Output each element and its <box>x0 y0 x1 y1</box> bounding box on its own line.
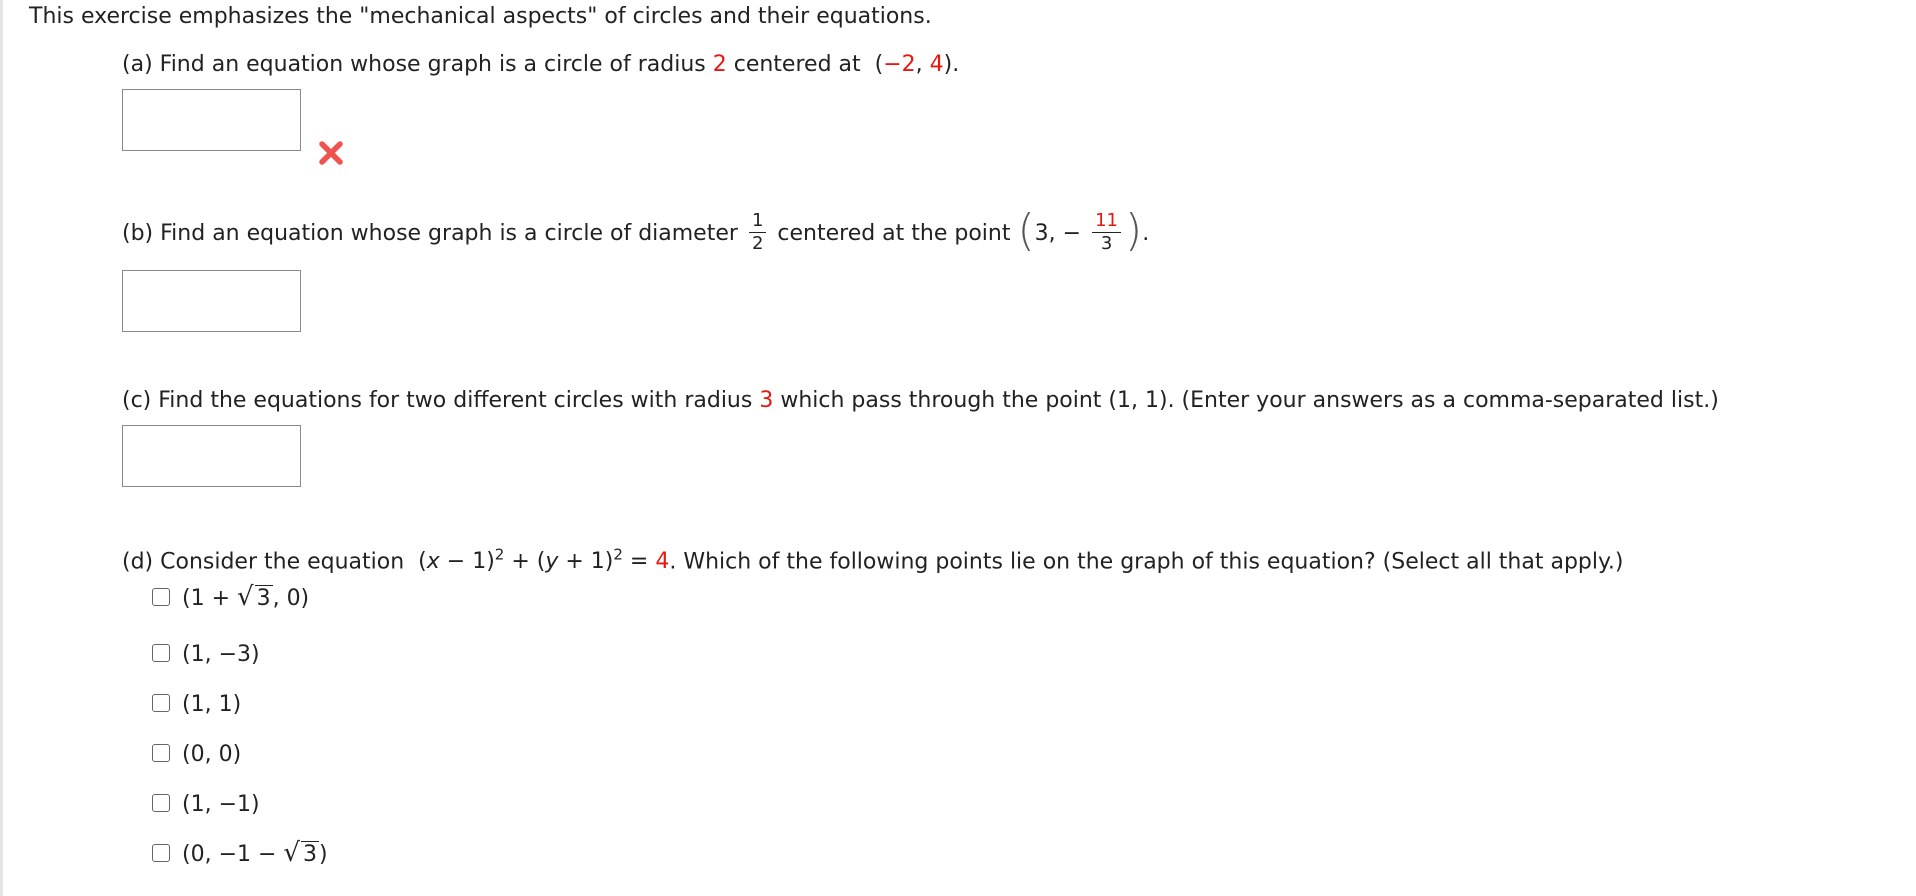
option-6-post: ) <box>319 842 328 867</box>
option-4-label: (0, 0) <box>182 742 242 767</box>
center-x: −2 <box>883 52 916 77</box>
checkbox[interactable] <box>152 588 170 606</box>
question-c-suffix: which pass through the point (1, 1). (Enter your answers as a comma-separated list.) <box>780 388 1719 413</box>
point-y-denominator: 3 <box>1100 232 1113 254</box>
answer-c-input[interactable] <box>122 425 301 487</box>
eq-y-term: + 1) <box>558 549 614 575</box>
checkbox[interactable] <box>152 744 170 762</box>
diameter-numerator: 1 <box>749 212 766 233</box>
checkbox[interactable] <box>152 794 170 812</box>
checkbox[interactable] <box>152 644 170 662</box>
eq-x: x <box>426 549 440 575</box>
question-c <box>122 388 1719 413</box>
sqrt: √ 3 <box>283 838 317 868</box>
center-open: ( <box>874 52 884 77</box>
answer-b-input[interactable] <box>122 270 301 332</box>
question-b-prefix: (b) Find an equation whose graph is a circle of diameter <box>122 221 738 246</box>
eq-x-term: − 1) <box>439 549 495 575</box>
option-3[interactable] <box>152 692 241 717</box>
option-1-post: , 0) <box>272 586 310 611</box>
option-5[interactable] <box>152 792 260 817</box>
left-rule <box>0 0 3 896</box>
option-1-radicand: 3 <box>256 586 271 611</box>
question-d-suffix: . Which of the following points lie on the graph of this equation? (Select all that apply.) <box>669 549 1624 575</box>
question-a-prefix: (a) Find an equation whose graph is a circle of radius <box>122 52 706 77</box>
point-x: 3, <box>1034 221 1056 246</box>
open-paren: ( <box>1017 205 1035 256</box>
point-minus: − <box>1062 221 1082 246</box>
answer-a-input[interactable] <box>122 89 301 151</box>
eq-open: ( <box>418 549 427 575</box>
point-y-numerator: 11 <box>1092 212 1121 233</box>
option-5-label: (1, −1) <box>182 792 260 817</box>
question-c-prefix: (c) Find the equations for two different circles with radius <box>122 388 753 413</box>
sqrt: √ 3 <box>237 582 271 612</box>
intro-text: This exercise emphasizes the "mechanical aspects" of circles and their equations. <box>29 4 932 29</box>
checkbox[interactable] <box>152 844 170 862</box>
question-a-mid: centered at <box>733 52 861 77</box>
radius-value: 2 <box>712 52 727 77</box>
equation <box>418 546 670 575</box>
eq-y: y <box>545 549 559 575</box>
option-6-radicand: 3 <box>303 842 317 867</box>
point-y-fraction <box>1092 209 1121 254</box>
option-2-label: (1, −3) <box>182 642 260 667</box>
eq-plus: + ( <box>504 549 546 575</box>
question-d <box>122 546 1623 574</box>
center-y: 4 <box>929 52 944 77</box>
diameter-fraction <box>749 209 766 254</box>
option-1[interactable] <box>152 582 309 612</box>
radius-c-value: 3 <box>759 388 774 413</box>
question-b-end: . <box>1142 221 1150 246</box>
question-d-prefix: (d) Consider the equation <box>122 549 405 575</box>
eq-equals: = <box>622 549 656 575</box>
checkbox[interactable] <box>152 694 170 712</box>
option-4[interactable] <box>152 742 241 767</box>
option-2[interactable] <box>152 642 260 667</box>
eq-exp-1: 2 <box>494 546 505 564</box>
eq-rhs: 4 <box>655 549 670 575</box>
option-6[interactable] <box>152 838 328 868</box>
center-close: ). <box>943 52 960 77</box>
close-paren: ) <box>1125 205 1143 256</box>
center-comma: , <box>915 52 923 77</box>
option-1-pre: (1 + <box>182 586 237 611</box>
eq-exp-2: 2 <box>613 546 623 564</box>
option-3-label: (1, 1) <box>182 692 242 717</box>
diameter-denominator: 2 <box>751 232 764 254</box>
option-6-pre: (0, −1 − <box>182 842 284 867</box>
question-a <box>122 52 959 77</box>
question-b-mid: centered at the point <box>777 221 1011 246</box>
question-b <box>122 205 1150 256</box>
x-mark-icon <box>316 138 346 168</box>
